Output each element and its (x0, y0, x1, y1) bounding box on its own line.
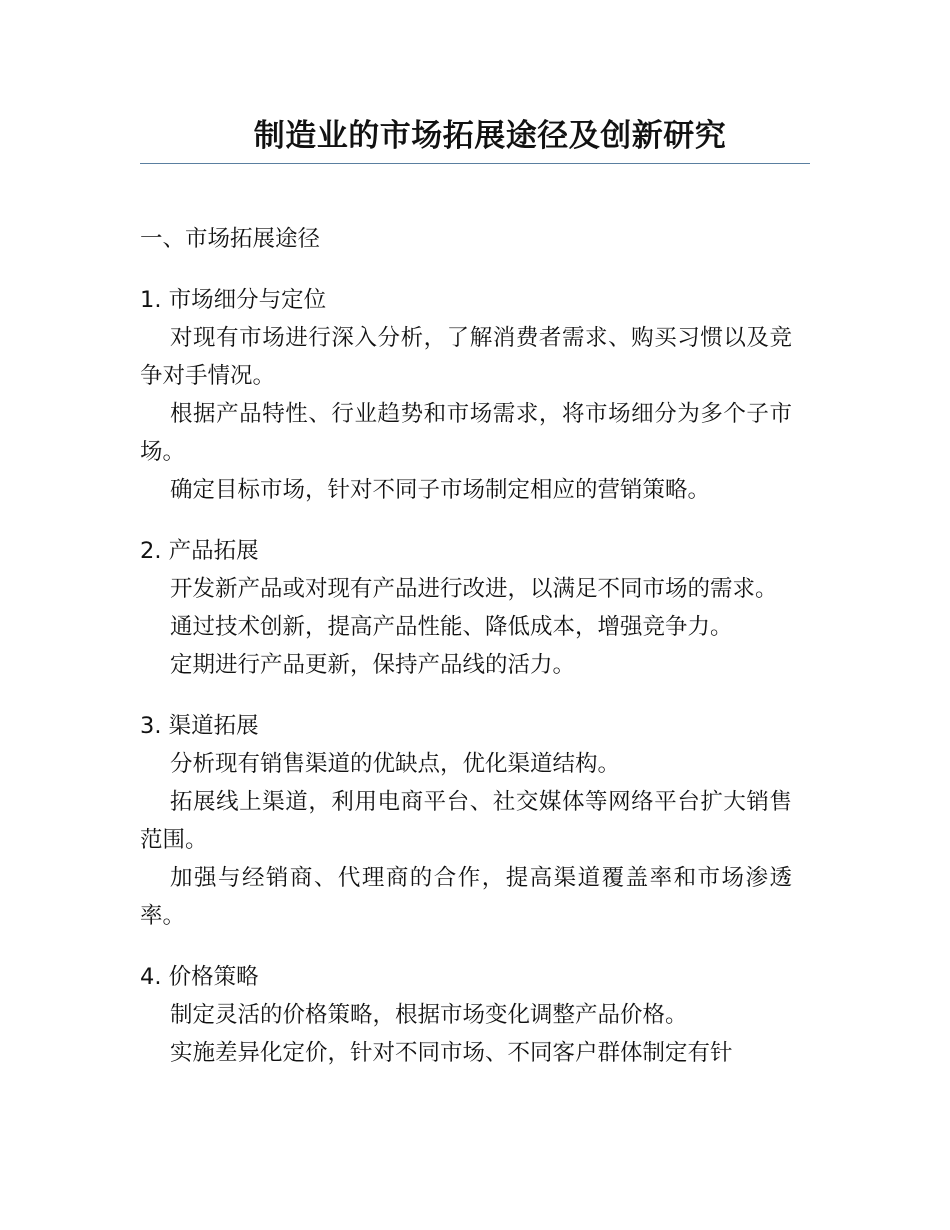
subsection-pricing-strategy (140, 958, 792, 1072)
document-body (140, 220, 792, 1095)
paragraph: 开发新产品或对现有产品进行改进，以满足不同市场的需求。 (170, 576, 778, 602)
subsection-heading: 2. 产品拓展 (140, 538, 259, 564)
subsection-heading: 1. 市场细分与定位 (140, 287, 327, 313)
paragraph: 通过技术创新，提高产品性能、降低成本，增强竞争力。 (170, 614, 733, 640)
paragraph: 分析现有销售渠道的优缺点，优化渠道结构。 (170, 751, 621, 777)
subsection-heading: 3. 渠道拓展 (140, 713, 259, 739)
subsection-heading: 4. 价格策略 (140, 964, 259, 990)
subsection-market-segmentation (140, 281, 792, 509)
paragraph: 加强与经销商、代理商的合作，提高渠道覆盖率和市场渗透率。 (140, 865, 792, 929)
paragraph: 根据产品特性、行业趋势和市场需求，将市场细分为多个子市场。 (140, 401, 792, 465)
paragraph: 拓展线上渠道，利用电商平台、社交媒体等网络平台扩大销售范围。 (140, 789, 792, 853)
paragraph: 实施差异化定价，针对不同市场、不同客户群体制定有针 (170, 1040, 733, 1066)
subsection-channel-expansion (140, 707, 792, 935)
paragraph: 对现有市场进行深入分析，了解消费者需求、购买习惯以及竞争对手情况。 (140, 325, 792, 389)
document-title: 制造业的市场拓展途径及创新研究 (253, 118, 727, 154)
subsection-product-expansion (140, 532, 792, 684)
paragraph: 制定灵活的价格策略，根据市场变化调整产品价格。 (170, 1002, 688, 1028)
paragraph: 确定目标市场，针对不同子市场制定相应的营销策略。 (170, 477, 711, 503)
title-underline (140, 163, 810, 164)
section-heading: 一、市场拓展途径 (140, 226, 321, 252)
paragraph: 定期进行产品更新，保持产品线的活力。 (170, 652, 576, 678)
